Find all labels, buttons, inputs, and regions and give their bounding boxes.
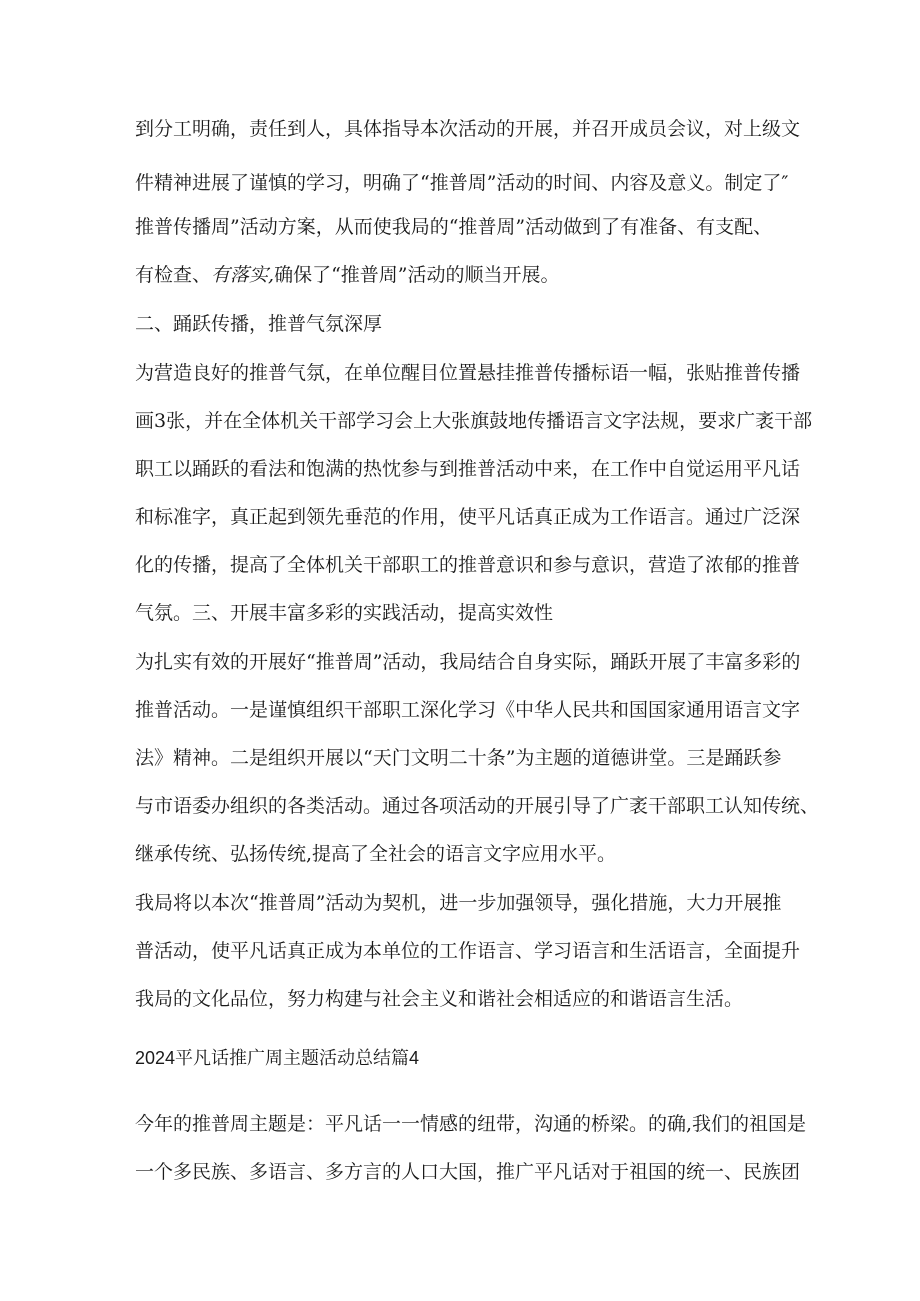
text-line: 职工以踊跃的看法和饱满的热忱参与到推普活动中来，在工作中自觉运用平凡话	[135, 458, 801, 480]
text-line: 画3张，并在全体机关干部学习会上大张旗鼓地传播语言文字法规，要求广袤干部	[135, 410, 813, 432]
text-line: 件精神进展了谨慎的学习，明确了“推普周”活动的时间、内容及意义。制定了″	[135, 172, 789, 194]
text-segment: 确保了“推普周”活动的顺当开展。	[274, 264, 560, 286]
text-line	[135, 266, 560, 285]
text-line: 推普传播周”活动方案，从而使我局的“推普周”活动做到了有准备、有支配、	[135, 216, 773, 238]
text-line: 今年的推普周主题是：平凡话一一情感的纽带，沟通的桥梁。的确,我们的祖国是	[135, 1113, 807, 1135]
text-segment: 有检查、	[135, 264, 212, 286]
text-line: 到分工明确，责任到人，具体指导本次活动的开展，并召开成员会议，对上级文	[135, 118, 801, 140]
italic-text-segment: 有落实,	[211, 264, 275, 286]
text-line: 一个多民族、多语言、多方言的人口大国，推广平凡话对于祖国的统一、民族团	[135, 1161, 801, 1183]
text-line: 普活动，使平凡话真正成为本单位的工作语言、学习语言和生活语言，全面提升	[135, 940, 801, 962]
text-line: 我局的文化品位，努力构建与社会主义和谐社会相适应的和谐语言生活。	[135, 988, 744, 1010]
text-line: 气氛。三、开展丰富多彩的实践活动，提高实效性	[135, 602, 554, 624]
text-line: 法》精神。二是组织开展以“天门文明二十条”为主题的道德讲堂。三是踊跃参	[135, 747, 782, 769]
text-line: 为扎实有效的开展好“推普周”活动，我局结合自身实际，踊跃开展了丰富多彩的	[135, 651, 801, 673]
section-heading: 二、踊跃传播，推普气氛深厚	[135, 313, 383, 335]
text-line: 我局将以本次“推普周”活动为契机，进一步加强领导，强化措施，大力开展推	[135, 892, 782, 914]
text-line: 和标准字，真正起到领先垂范的作用，使平凡话真正成为工作语言。通过广泛深	[135, 506, 801, 528]
text-line: 继承传统、弘扬传统,提高了全社会的语言文字应用水平。	[135, 843, 617, 865]
text-line: 化的传播，提高了全体机关干部职工的推普意识和参与意识，营造了浓郁的推普	[135, 554, 801, 576]
text-line: 推普活动。一是谨慎组织干部职工深化学习《中华人民共和国国家通用语言文字	[135, 699, 801, 721]
section-title: 2024平凡话推广周主题活动总结篇4	[135, 1048, 420, 1068]
text-line: 为营造良好的推普气氛，在单位醒目位置悬挂推普传播标语一幅，张贴推普传播	[135, 362, 801, 384]
text-line: 与市语委办组织的各类活动。通过各项活动的开展引导了广袤干部职工认知传统、	[135, 795, 820, 817]
